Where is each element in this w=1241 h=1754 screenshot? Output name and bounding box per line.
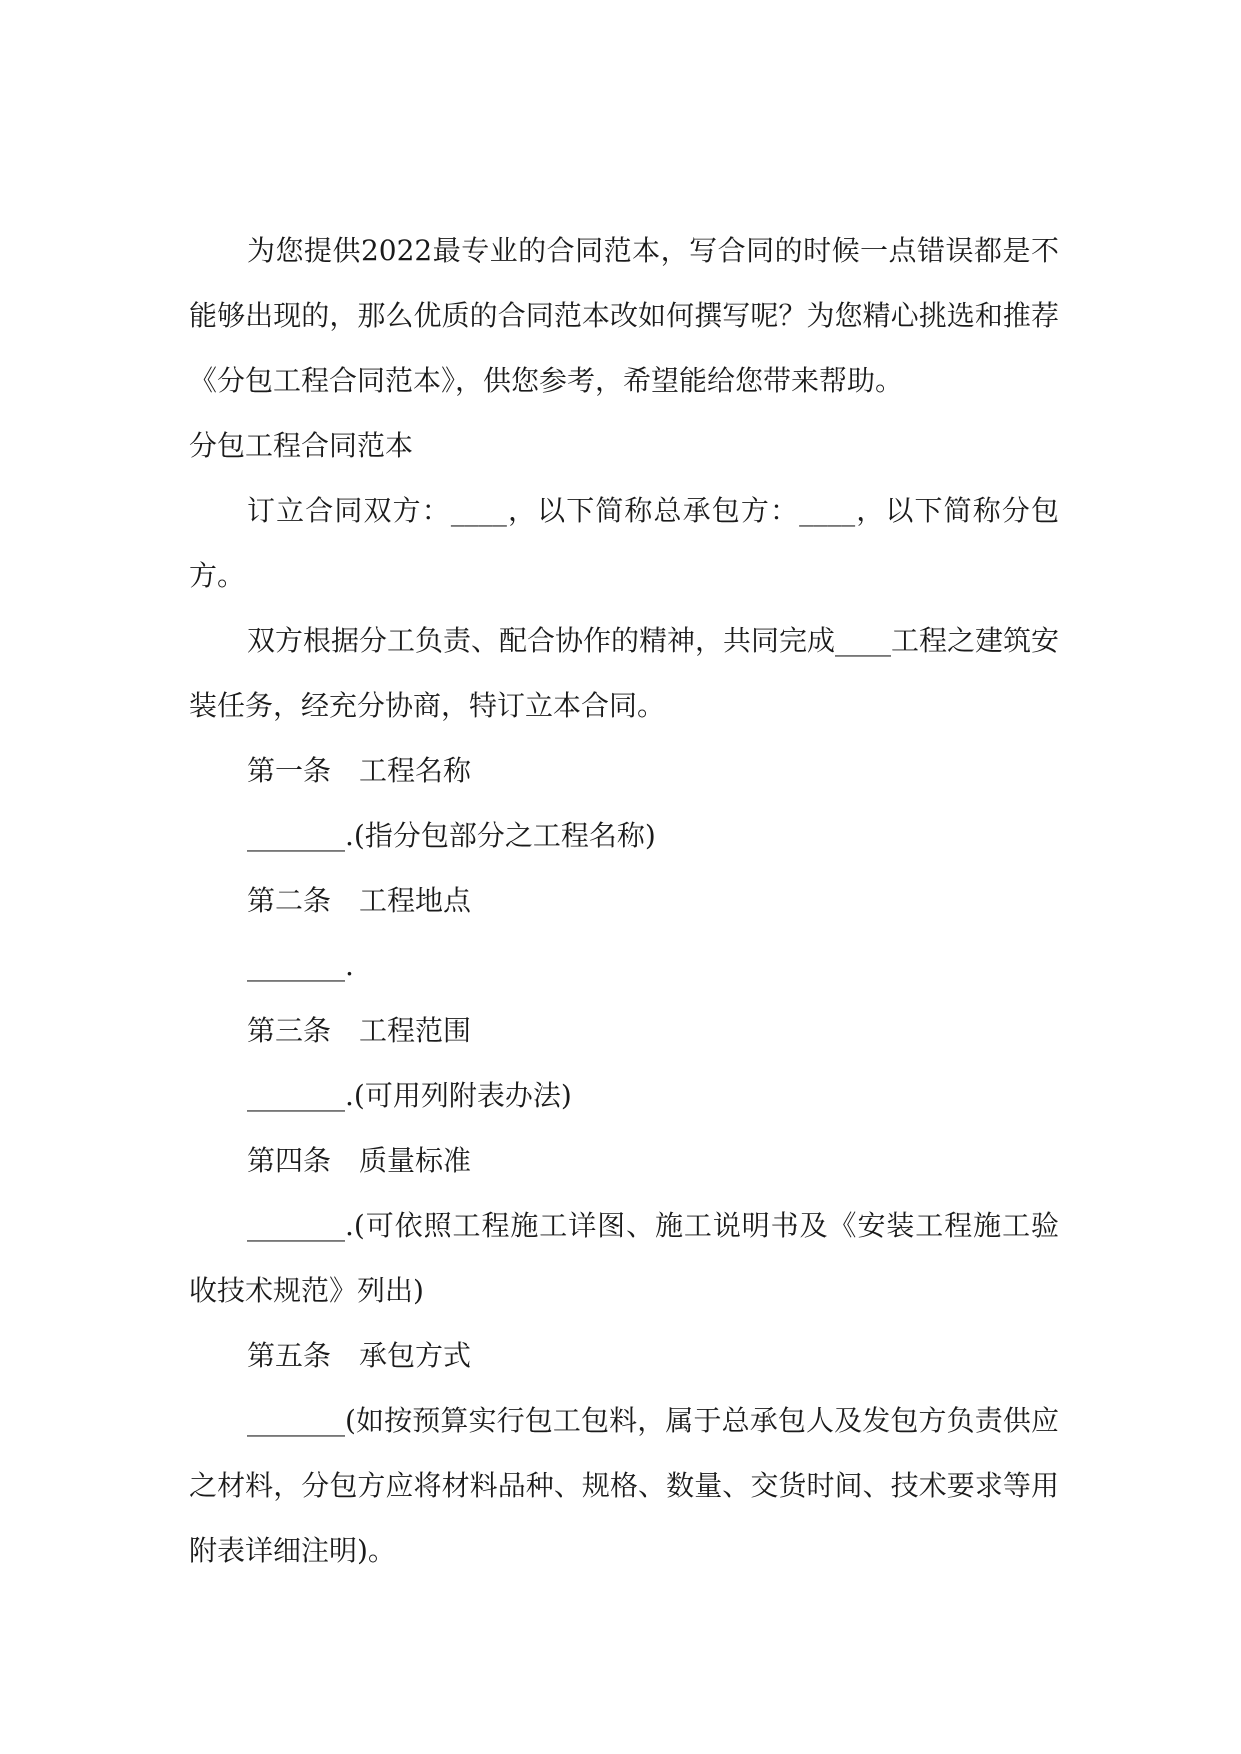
intro-paragraph: 为您提供2022最专业的合同范本，写合同的时候一点错误都是不能够出现的，那么优质的合同范本改如何撰写呢？为您精心挑选和推荐《分包工程合同范本》，供您参考，希望能给您带来帮助。 [189, 234, 1059, 397]
document-title: 分包工程合同范本 [189, 429, 414, 462]
parties-paragraph: 订立合同双方：____，以下简称总承包方：____，以下简称分包方。 [189, 494, 1059, 592]
article-3-body: _______.(可用列附表办法) [247, 1079, 572, 1112]
article-3-heading: 第三条 工程范围 [247, 1014, 472, 1047]
article-4-body: _______.(可依照工程施工详图、施工说明书及《安装工程施工验收技术规范》列出) [189, 1209, 1059, 1307]
article-2-heading: 第二条 工程地点 [247, 884, 472, 917]
article-1-heading: 第一条 工程名称 [247, 754, 472, 787]
article-4-heading: 第四条 质量标准 [247, 1144, 472, 1177]
purpose-paragraph: 双方根据分工负责、配合协作的精神，共同完成____工程之建筑安装任务，经充分协商，特订立本合同。 [189, 624, 1060, 722]
article-1-body: _______.(指分包部分之工程名称) [247, 819, 656, 852]
article-5-heading: 第五条 承包方式 [247, 1339, 472, 1372]
document-body [189, 218, 1059, 1583]
article-5-body: _______(如按预算实行包工包料，属于总承包人及发包方负责供应之材料，分包方应将材料品种、规格、数量、交货时间、技术要求等用附表详细注明)。 [189, 1404, 1059, 1567]
article-2-body: _______. [247, 949, 354, 982]
